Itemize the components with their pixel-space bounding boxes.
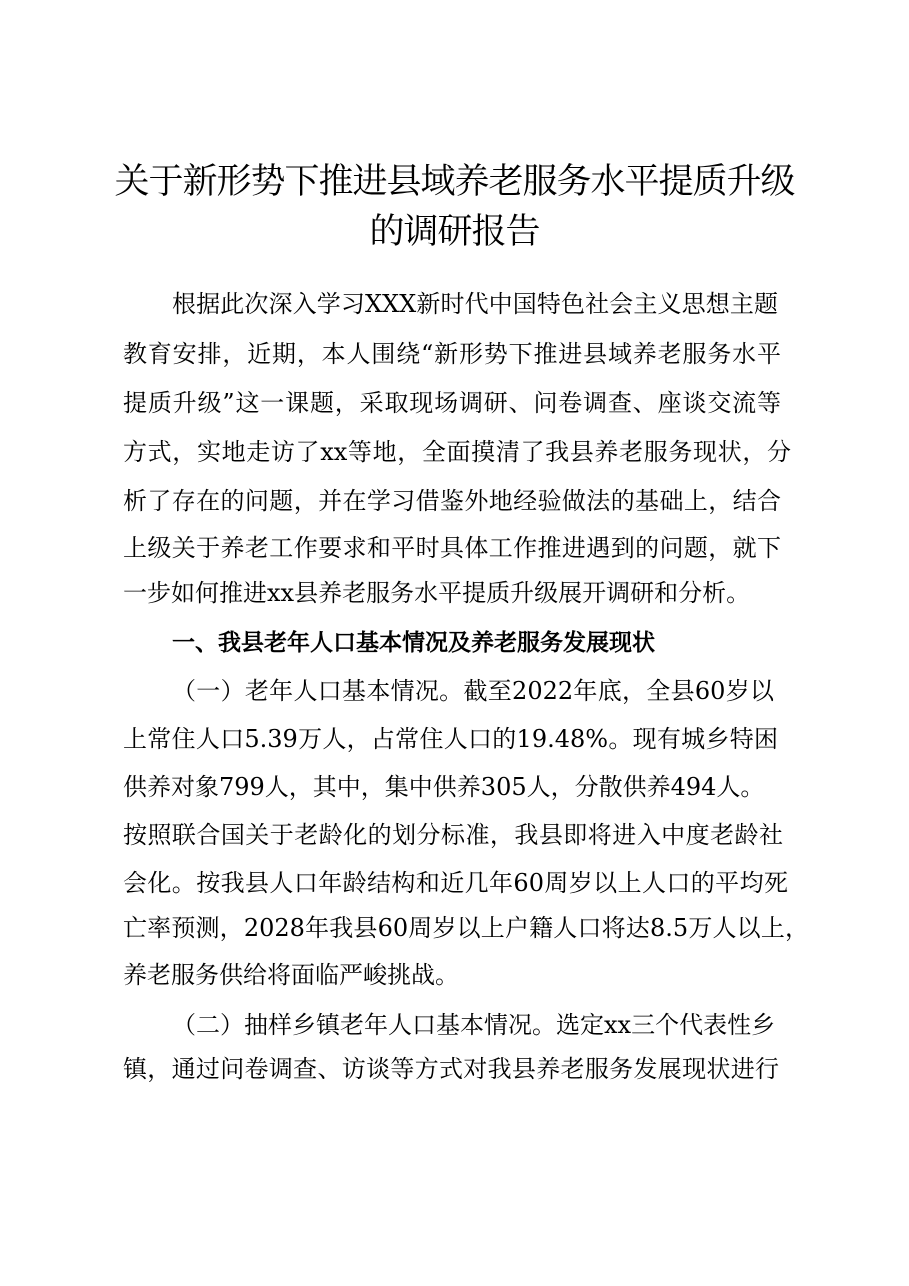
- intro-paragraph-line: 一步如何推进xx县养老服务水平提质升级展开调研和分析。: [123, 579, 751, 607]
- document-title-line-2: 的调研报告: [369, 212, 540, 252]
- subsection-paragraph-line: 亡率预测，2028年我县60周岁以上户籍人口将达8.5万人以上，: [123, 914, 809, 942]
- subsection-paragraph-line: 供养对象799人，其中，集中供养305人，分散供养494人。: [123, 773, 765, 801]
- intro-paragraph-line: 方式，实地走访了xx等地，全面摸清了我县养老服务现状，分: [123, 438, 791, 466]
- intro-paragraph-line: 析了存在的问题，并在学习借鉴外地经验做法的基础上，结合: [123, 487, 781, 515]
- intro-paragraph-line: 上级关于养老工作要求和平时具体工作推进遇到的问题，就下: [123, 534, 781, 562]
- document-title-line-1: 关于新形势下推进县域养老服务水平提质升级: [114, 162, 795, 202]
- subsection-paragraph-line: （二）抽样乡镇老年人口基本情况。选定xx三个代表性乡: [172, 1011, 776, 1039]
- subsection-paragraph-line: 会化。按我县人口年龄结构和近几年60周岁以上人口的平均死: [123, 869, 788, 897]
- intro-paragraph-line: 根据此次深入学习XXX新时代中国特色社会主义思想主题: [172, 290, 778, 318]
- section-heading: 一、我县老年人口基本情况及养老服务发展现状: [172, 630, 655, 656]
- subsection-paragraph-line: 养老服务供给将面临严峻挑战。: [123, 961, 459, 989]
- subsection-paragraph-line: 按照联合国关于老龄化的划分标准，我县即将进入中度老龄社: [123, 821, 783, 849]
- intro-paragraph-line: 提质升级”这一课题，采取现场调研、问卷调查、座谈交流等: [123, 389, 781, 417]
- subsection-paragraph-line: 镇，通过问卷调查、访谈等方式对我县养老服务发展现状进行: [123, 1055, 779, 1083]
- intro-paragraph-line: 教育安排，近期，本人围绕“新形势下推进县域养老服务水平: [123, 340, 781, 368]
- subsection-paragraph-line: 上常住人口5.39万人，占常住人口的19.48%。现有城乡特困: [123, 725, 778, 753]
- subsection-paragraph-line: （一）老年人口基本情况。截至2022年底，全县60岁以: [172, 677, 774, 705]
